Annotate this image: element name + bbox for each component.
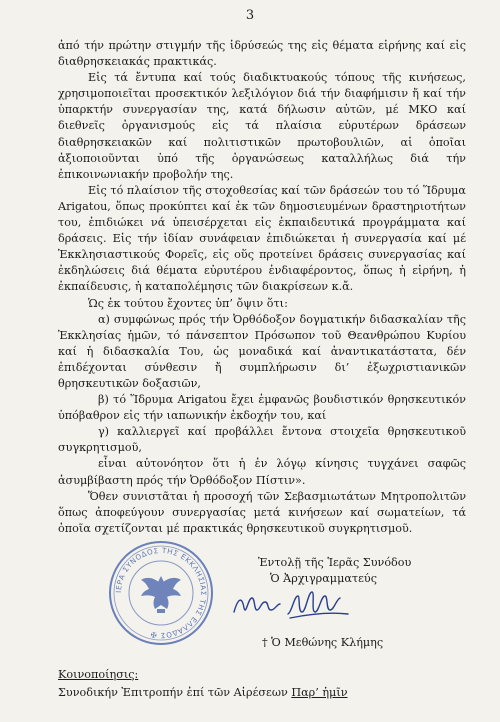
point-c: γ) καλλιεργεῖ καί προβάλλει ἔντονα στοιχεῖα θρησκευτικοῦ συγκρητισμοῦ,: [58, 425, 466, 455]
paragraph-conclusion: εἶναι αὐτονόητον ὅτι ἡ ἐν λόγῳ κίνησις τυγχάνει σαφῶς ἀσυμβίβαστη πρός τήν Ὀρθόδοξον Πίστιν».: [58, 457, 466, 487]
paragraph-considering: Ὡς ἐκ τούτου ἔχοντες ὑπ’ ὄψιν ὅτι:: [88, 296, 288, 310]
notice-heading: Κοινοποίησις:: [58, 668, 139, 681]
paragraph-recommendation: Ὅθεν συνιστᾶται ἡ προσοχή τῶν Σεβασμιωτάτων Μητροπολιτῶν ὅπως ἀποφεύγουν συνεργασίας μετά κινήσεων καί σωματείων, τά ὁποῖα σχετίζονται μέ πρακτικάς θρησκευτικοῦ συγκρητισμοῦ.: [58, 489, 466, 535]
signature-line-order: Ἐντολῇ τῆς Ἱερᾶς Συνόδου: [258, 556, 412, 569]
paragraph-publications: Εἰς τά ἔντυπα καί τούς διαδικτυακούς τόπους τῆς κινήσεως, χρησιμοποιεῖται προσεκτικόν λεξιλόγιον διά τήν διαφήμισιν ἤ καί τήν ὑπαρκτήν συνεργασίαν της, κατά δήλωσιν αὐτῶν, μέ ΜΚΟ καί διεθνεῖς ὀργανισμούς εἰς τά πλαίσια εὐρυτέρων δράσεων διαθρησκειακῶν καί πολιτιστικῶν πρωτοβουλιῶν, αἱ ὁποῖαι ἀξιοποιοῦνται ὑπό τῆς ὀργανώσεως καταλλήλως διά τήν ἐπικοινωνιακήν προβολήν της.: [58, 71, 466, 181]
page-number: 3: [245, 8, 255, 23]
paragraph-arigatou: Εἰς τό πλαίσιον τῆς στοχοθεσίας καί τῶν δράσεών του τό Ἵδρυμα Arigatou, ὅπως προκύπτει καί ἐκ τῶν δημοσιευμένων δραστηριοτήτων του, ἐπιδιώκει νά ὑπεισέρχεται εἰς ἐκπαιδευτικά προγράμματα καί δράσεις. Εἰς τήν ἰδίαν συνάφειαν ἐπιδιώκεται ἡ συνεργασία καί μέ Ἐκκλησιαστικούς Φορεῖς, εἰς οὕς προτείνει δράσεις συνεργασίας καί ἐκδηλώσεις διά θέματα εὐρυτέρου ἐνδιαφέροντος, ὅπως ἡ εἰρήνη, ἡ ἐκπαίδευσις, ἡ καταπολέμησις τῶν διακρίσεων κ.ἄ.: [58, 183, 466, 294]
point-a: α) συμφώνως πρός τήν Ὀρθόδοξον δογματικήν διδασκαλίαν τῆς Ἐκκλησίας ἡμῶν, τό πάνσεπτον Πρόσωπον τοῦ Θεανθρώπου Κυρίου καί ἡ διδασκαλία Του, ὡς μοναδικά καί ἀναντικατάστατα, δέν ἐπιδέχονται σύνθεσιν ἤ συμπλήρωσιν δι’ ἐξωχριστιανικῶν θρησκευτικῶν δοξασιῶν,: [58, 312, 466, 390]
letter-body: [58, 38, 466, 537]
svg-text:ΙΕΡΑ ΣΥΝΟΔΟΣ ΤΗΣ ΕΚΚΛΗΣΙΑΣ ΤΗΣ: ΙΕΡΑ ΣΥΝΟΔΟΣ ΤΗΣ ΕΚΚΛΗΣΙΑΣ ΤΗΣ ΕΛΛΑΔΟΣ ✠: [113, 545, 209, 641]
point-b: β) τό Ἵδρυμα Arigatou ἔχει ἐμφανῶς βουδιστικόν θρησκευτικόν ὑπόβαθρον εἰς τήν ιαπωνικήν ἐκδοχήν του, καί: [58, 393, 466, 423]
notice-recipient-text: Συνοδικήν Ἐπιτροπήν ἐπί τῶν Αἱρέσεων: [58, 686, 292, 699]
notice-recipient-underlined: Παρ’ ἡμῖν: [291, 686, 348, 699]
handwritten-signature: [230, 584, 352, 624]
signature-line-name: † Ὁ Μεθώνης Κλήμης: [262, 636, 384, 649]
signature-line-title: Ὁ Ἀρχιγραμματεύς: [270, 572, 377, 585]
synod-seal: [108, 540, 214, 646]
notice-recipient: [58, 686, 348, 699]
paragraph-continuation: ἀπό τήν πρώτην στιγμήν τῆς ἱδρύσεώς της εἰς θέματα εἰρήνης καί εἰς διαθρησκειακάς πρακτικάς.: [58, 39, 466, 69]
